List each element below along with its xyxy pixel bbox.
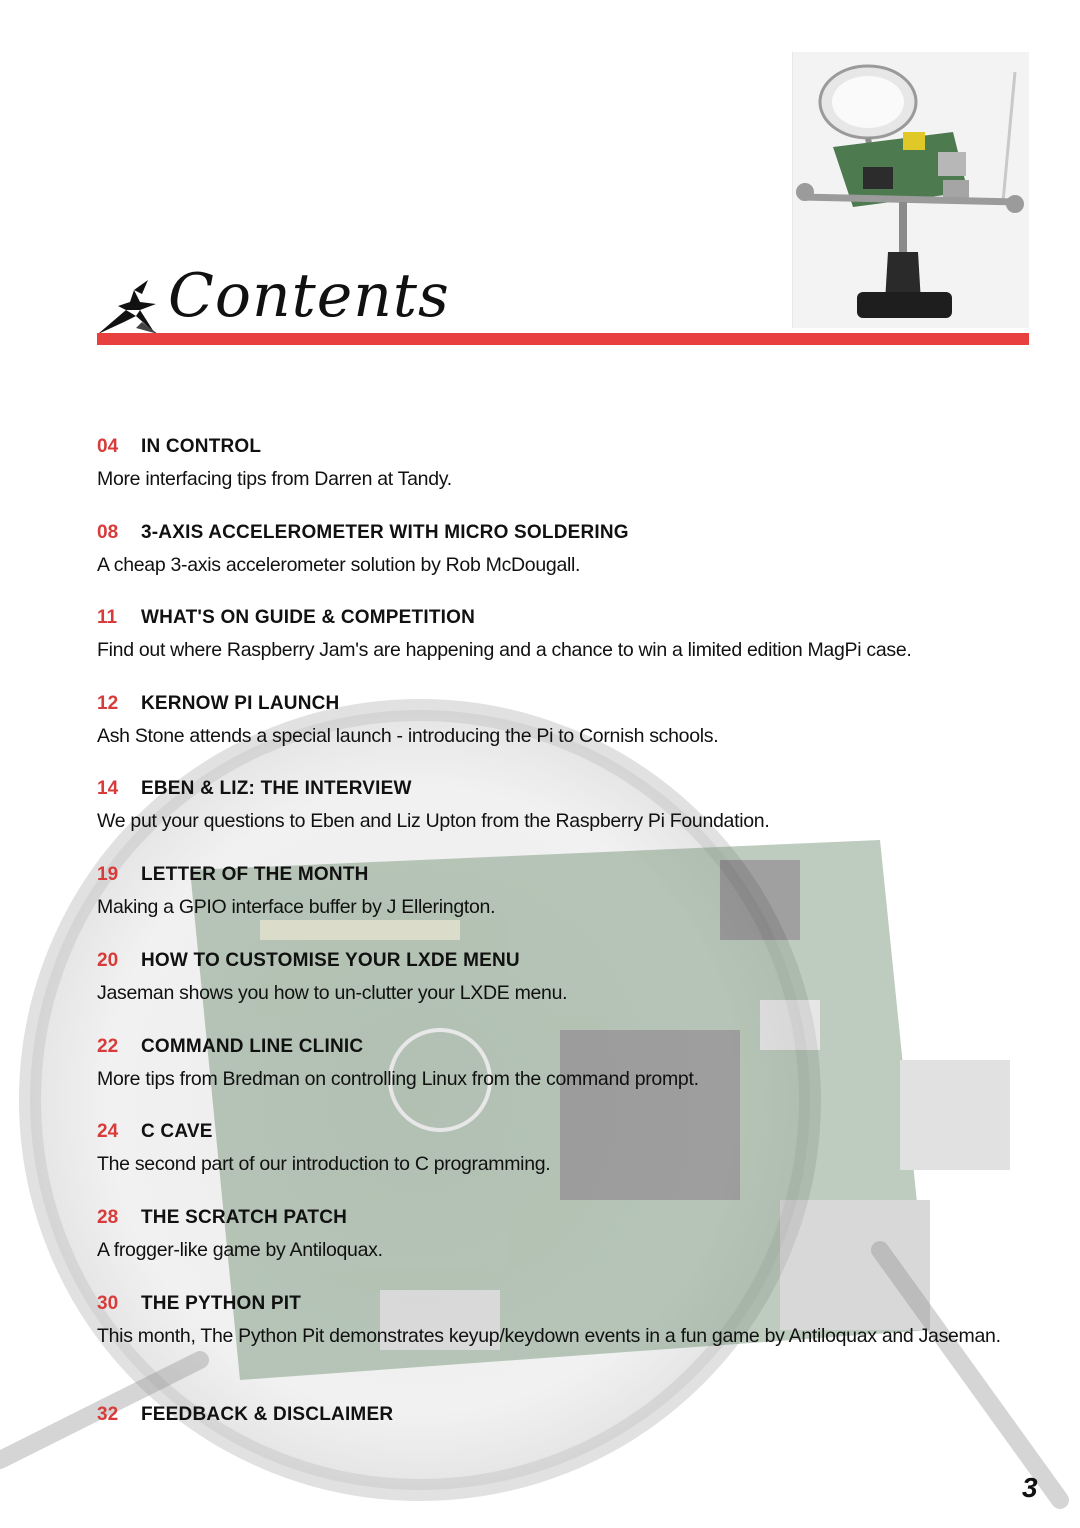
- toc-entry[interactable]: [97, 604, 1037, 662]
- entry-description: Jaseman shows you how to un-clutter your LXDE menu.: [97, 982, 568, 1004]
- entry-title: WHAT'S ON GUIDE & COMPETITION: [141, 607, 476, 628]
- entry-description: A cheap 3-axis accelerometer solution by Rob McDougall.: [97, 554, 581, 576]
- entry-description: Ash Stone attends a special launch - introducing the Pi to Cornish schools.: [97, 725, 719, 747]
- entry-description: We put your questions to Eben and Liz Upton from the Raspberry Pi Foundation.: [97, 810, 770, 832]
- entry-title: EBEN & LIZ: THE INTERVIEW: [141, 778, 412, 799]
- entry-page-number: 04: [97, 436, 119, 457]
- toc-entry[interactable]: [97, 861, 1037, 919]
- entry-title: IN CONTROL: [141, 436, 262, 457]
- page-title: Contents: [168, 261, 450, 331]
- entry-page-number: 20: [97, 950, 119, 971]
- toc-entry[interactable]: [97, 1204, 1037, 1262]
- toc-entry[interactable]: [97, 1033, 1037, 1091]
- entry-page-number: 08: [97, 522, 119, 543]
- entry-title: C CAVE: [141, 1121, 213, 1142]
- entry-page-number: 19: [97, 864, 119, 885]
- toc-entry[interactable]: [97, 433, 1037, 491]
- magpie-icon: [96, 276, 162, 336]
- entry-description: A frogger-like game by Antiloquax.: [97, 1239, 383, 1261]
- entry-page-number: 24: [97, 1121, 119, 1142]
- entry-title: THE SCRATCH PATCH: [141, 1207, 348, 1228]
- entry-description: More interfacing tips from Darren at Tandy.: [97, 468, 452, 490]
- entry-page-number: 32: [97, 1404, 119, 1425]
- toc-entry[interactable]: [97, 1118, 1037, 1176]
- entry-description: This month, The Python Pit demonstrates keyup/keydown events in a fun game by Antiloquax and Jaseman.: [97, 1325, 1001, 1347]
- toc-entry[interactable]: [97, 690, 1037, 748]
- title-divider: [97, 333, 1029, 345]
- toc-entry[interactable]: [97, 1401, 1037, 1429]
- header-photo: [792, 52, 1029, 328]
- entry-page-number: 11: [97, 607, 118, 628]
- entry-title: FEEDBACK & DISCLAIMER: [141, 1404, 394, 1425]
- entry-title: KERNOW PI LAUNCH: [141, 693, 340, 714]
- entry-page-number: 12: [97, 693, 119, 714]
- entry-page-number: 14: [97, 778, 119, 799]
- entry-page-number: 28: [97, 1207, 119, 1228]
- entry-description: The second part of our introduction to C programming.: [97, 1153, 551, 1175]
- entry-page-number: 22: [97, 1036, 119, 1057]
- entry-description: Find out where Raspberry Jam's are happening and a chance to win a limited edition MagPi case.: [97, 639, 912, 661]
- entry-title: LETTER OF THE MONTH: [141, 864, 369, 885]
- entry-title: HOW TO CUSTOMISE YOUR LXDE MENU: [141, 950, 520, 971]
- entry-title: THE PYTHON PIT: [141, 1293, 302, 1314]
- entry-title: 3-AXIS ACCELEROMETER WITH MICRO SOLDERING: [141, 522, 629, 543]
- page-number: 3: [1022, 1472, 1038, 1503]
- toc-entry[interactable]: [97, 1290, 1037, 1348]
- toc-entry[interactable]: [97, 775, 1037, 833]
- toc-entry[interactable]: [97, 947, 1037, 1005]
- entry-page-number: 30: [97, 1293, 119, 1314]
- entry-title: COMMAND LINE CLINIC: [141, 1036, 364, 1057]
- toc-entry[interactable]: [97, 519, 1037, 577]
- entry-description: More tips from Bredman on controlling Linux from the command prompt.: [97, 1068, 699, 1090]
- entry-description: Making a GPIO interface buffer by J Ellerington.: [97, 896, 496, 918]
